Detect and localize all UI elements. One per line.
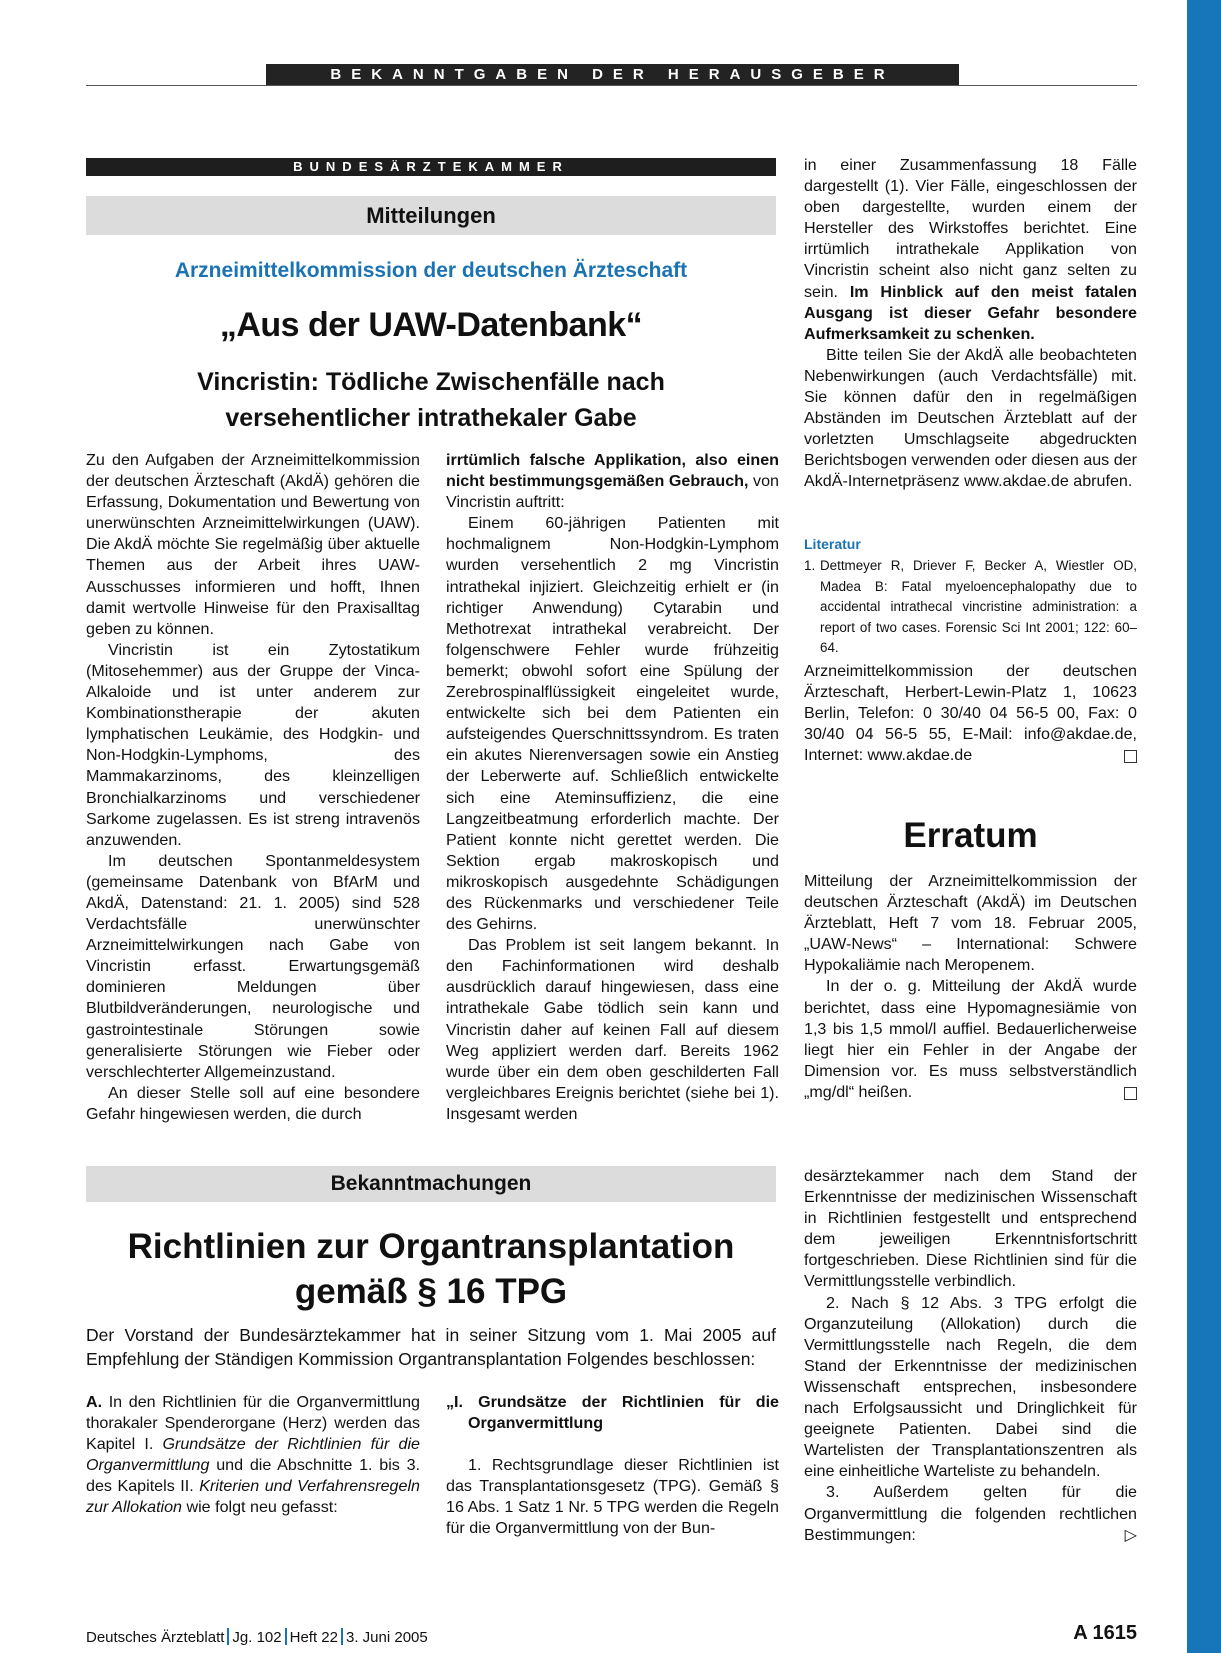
article2-title bbox=[86, 1224, 776, 1314]
article1-column-3 bbox=[804, 155, 1137, 493]
text: in einer Zusammenfassung 18 Fälle dargestellt (1). Vier Fälle, eingeschlossen der oben dargestellte, wurden einem der Hersteller des Wirkstoffes berichtet. Eine irrtümlich intrathekale Applikation von Vincristin scheint also nicht ganz selten zu sein. bbox=[804, 156, 1137, 301]
article-title: „Aus der UAW-Datenbank“ bbox=[219, 306, 643, 344]
bold-text: irrtümlich falsche Applikation, also einen nicht bestimmungsgemäßen Gebrauch, bbox=[446, 451, 779, 491]
section-label: BUNDESÄRZTEKAMMER bbox=[86, 158, 776, 176]
volume: Jg. 102 bbox=[232, 1629, 282, 1646]
paragraph: Das Problem ist seit langem bekannt. In den Fachinformationen wird deshalb ausdrücklich darauf hingewiesen, dass eine intrathekale Gabe tödlich sein kann und Vincristin daher auf keinen Fall auf diesem Weg appliziert werden darf. Bereits 1962 wurde über ein dem oben geschilderten Fall vergleichbares Ereignis berichtet (siehe bei 1). Insgesamt werden bbox=[446, 936, 779, 1123]
address-text: Arzneimittelkommission der deutschen Ärzteschaft, Herbert-Lewin-Platz 1, 10623 Berlin, Telefon: 0 30/40 04 56-5 00, Fax: 0 30/40 04 56-5 55, E-Mail: info@akdae.de, Internet: www.akdae.de bbox=[804, 662, 1137, 765]
paragraph: Zu den Aufgaben der Arzneimittelkommission der deutschen Ärzteschaft (AkdÄ) gehören die Erfassung, Dokumentation und Bewertung von unerwünschten Arzneimittelwirkungen (UAW). Die AkdÄ möchte Sie regelmäßig über aktuelle Themen aus der Arbeit ihres UAW-Ausschusses informieren und hofft, Ihnen damit wertvolle Hinweise für den Praxisalltag geben zu können. bbox=[86, 451, 420, 638]
section-bar-bekanntmachungen: Bekanntmachungen bbox=[86, 1166, 776, 1202]
section-letter: A. bbox=[86, 1393, 103, 1411]
paragraph bbox=[86, 1392, 420, 1519]
erratum-title: Erratum bbox=[903, 816, 1038, 855]
title-line-2: gemäß § 16 TPG bbox=[294, 1272, 568, 1311]
date: 3. Juni 2005 bbox=[346, 1629, 428, 1646]
continue-arrow-icon: ▷ bbox=[1124, 1525, 1137, 1544]
article1-column-1 bbox=[86, 450, 420, 1125]
literature-item: Dettmeyer R, Driever F, Becker A, Wiestler OD, Madea B: Fatal myeloencephalopathy due to accidental intrathecal vincristine administration: a report of two cases. Forensic Sci Int 2001; 122: 60–64. bbox=[820, 558, 1137, 655]
article2-column-2 bbox=[446, 1392, 779, 1540]
page-number: A 1615 bbox=[1073, 1622, 1137, 1644]
divider bbox=[227, 1628, 229, 1645]
section-bar: Mitteilungen bbox=[86, 196, 776, 235]
paragraph bbox=[446, 450, 779, 513]
text: von Vincristin auftritt: bbox=[446, 472, 780, 512]
paragraph: An dieser Stelle soll auf eine besondere Gefahr hingewiesen werden, die durch bbox=[86, 1083, 420, 1123]
subsection-heading: „I. Grundsätze der Richtlinien für die Organvermittlung bbox=[446, 1393, 779, 1433]
text: wie folgt neu gefasst: bbox=[182, 1498, 338, 1517]
subtitle-line-1: Vincristin: Tödliche Zwischenfälle nach bbox=[197, 368, 665, 396]
subtitle-line-2: versehentlicher intrathekaler Gabe bbox=[225, 404, 637, 432]
paragraph: Einem 60-jährigen Patienten mit hochmalignem Non-Hodgkin-Lymphom wurden versehentlich 2 mg Vincristin intrathekal injiziert. Gleichzeitig erhielt er (in richtiger Anwendung) Cytarabin und Methotrexat intrathekal verabreicht. Der folgenschwere Fehler wurde frühzeitig bemerkt; obwohl sofort eine Spülung der Zerebrospinalflüssigkeit eingeleitet wurde, entwickelte sich bei dem Patienten ein aufsteigendes Querschnittssyndrom. Es traten ein akutes Nierenversagen sowie ein Anstieg der Leberwerte auf. Schließlich entwickelte sich eine Ateminsuffizienz, die eine Langzeitbeatmung erforderlich machte. Der Patient konnte nicht gerettet werden. Die Sektion ergab makroskopisch und mikroskopisch ausgedehnte Schädigungen des Rückenmarks und verschiedener Teile des Gehirns. bbox=[446, 514, 779, 934]
paragraph: 2. Nach § 12 Abs. 3 TPG erfolgt die Organzuteilung (Allokation) durch die Vermittlungsstelle nach Regeln, die dem Stand der Erkenntnisse der medizinischen Wissenschaft entsprechen, insbesondere nach Erfolgsaussicht und Dringlichkeit für geeignete Patienten. Dabei sind die Wartelisten der Transplantationszentren als eine einheitliche Warteliste zu behandeln. bbox=[804, 1293, 1137, 1481]
paragraph: Im deutschen Spontanmeldesystem (gemeinsame Datenbank von BfArM und AkdÄ, Datenstand: 21. 1. 2005) sind 528 Verdachtsfälle unerwünschter Arzneimittelwirkungen nach Gabe von Vincristin erfasst. Erwartungsgemäß dominieren Meldungen über Blutbildveränderungen, neurologische und gastrointestinale Störungen sowie generalisierte Störungen wie Fieber oder verschlechterter Allgemeinzustand. bbox=[86, 851, 420, 1081]
address-block bbox=[804, 661, 1137, 766]
erratum-body bbox=[804, 871, 1137, 1103]
divider bbox=[341, 1628, 343, 1645]
literature-list bbox=[804, 556, 1137, 659]
paragraph: Bitte teilen Sie der AkdÄ alle beobachteten Nebenwirkungen (auch Verdachtsfälle) mit. Sie können dafür den in regelmäßigen Abständen im Deutschen Ärzteblatt auf der vorletzten Umschlagseite abgedruckten Berichtsbogen verwenden oder diesen aus der AkdÄ-Internetpräsenz www.akdae.de abrufen. bbox=[804, 345, 1137, 491]
paragraph bbox=[804, 1482, 1137, 1545]
issue: Heft 22 bbox=[289, 1629, 338, 1646]
article-subtitle bbox=[86, 364, 776, 436]
text: 3. Außerdem gelten für die Organvermittlung die folgenden rechtlichen Bestimmungen: bbox=[804, 1483, 1137, 1544]
header-rule bbox=[86, 85, 1137, 86]
article2-intro: Der Vorstand der Bundesärztekammer hat in seiner Sitzung vom 1. Mai 2005 auf Empfehlung der Ständigen Kommission Organtransplantation Folgendes beschlossen: bbox=[86, 1325, 776, 1369]
title-line-1: Richtlinien zur Organtransplantation bbox=[127, 1227, 735, 1266]
paragraph bbox=[804, 976, 1137, 1103]
text: In der o. g. Mitteilung der AkdÄ wurde berichtet, dass eine Hypomagnesiämie von 1,3 bis 1,5 mmol/l auffiel. Bedauerlicherweise liegt hier ein Fehler in der Angabe der Dimension vor. Es muss selbstverständlich „mg/dl“ heißen. bbox=[804, 977, 1137, 1101]
end-mark-icon bbox=[1124, 750, 1137, 763]
italic-text: Grundsätze der Richtlinien für die Organvermittlung bbox=[86, 1435, 420, 1475]
paragraph: 1. Rechtsgrundlage dieser Richtlinien ist das Transplantationsgesetz (TPG). Gemäß § 16 Abs. 1 Satz 1 Nr. 5 TPG werden die Regeln für die Organvermittlung von der Bun- bbox=[446, 1456, 779, 1538]
article2-column-1 bbox=[86, 1392, 420, 1519]
paragraph bbox=[804, 155, 1137, 345]
header-banner: BEKANNTGABEN DER HERAUSGEBER bbox=[266, 64, 959, 86]
footer bbox=[86, 1628, 428, 1646]
article-org: Arzneimittelkommission der deutschen Ärzteschaft bbox=[174, 259, 688, 282]
edge-color-bar bbox=[1187, 0, 1221, 1653]
article2-column-3 bbox=[804, 1166, 1137, 1546]
journal-name: Deutsches Ärzteblatt bbox=[86, 1629, 225, 1646]
text: In den Richtlinien für die Organvermittlung thorakaler Spenderorgane (Herz) werden das Kapitel I. bbox=[86, 1393, 420, 1454]
divider bbox=[285, 1628, 287, 1645]
paragraph: desärztekammer nach dem Stand der Erkenntnisse der medizinischen Wissenschaft in Richtlinien festgestellt und entsprechend dem jeweiligen Erkenntnisfortschritt fortgeschrieben. Diese Richtlinien sind für die Vermittlungsstelle verbindlich. bbox=[804, 1167, 1137, 1291]
literature-number: 1. bbox=[804, 558, 816, 573]
bold-text: Im Hinblick auf den meist fatalen Ausgang ist dieser Gefahr besondere Aufmerksamkeit zu schenken. bbox=[804, 282, 1138, 343]
literature-heading: Literatur bbox=[804, 536, 861, 552]
italic-text: Kriterien und Verfahrensregeln zur Allokation bbox=[86, 1477, 420, 1517]
article1-column-2 bbox=[446, 450, 779, 1125]
paragraph: Vincristin ist ein Zytostatikum (Mitosehemmer) aus der Gruppe der Vinca-Alkaloide und ist unter anderem zur Kombinationstherapie der akuten lymphatischen Leukämie, des Hodgkin- und Non-Hodgkin-Lymphoms, des Mammakarzinoms, des kleinzelligen Bronchialkarzinoms und verschiedener Sarkome zugelassen. Es ist streng intravenös anzuwenden. bbox=[86, 640, 420, 849]
end-mark-icon bbox=[1124, 1087, 1137, 1100]
text: und die Abschnitte 1. bis 3. des Kapitels II. bbox=[86, 1456, 420, 1496]
paragraph: Mitteilung der Arzneimittelkommission der deutschen Ärzteschaft (AkdÄ) im Deutschen Ärzteblatt, Heft 7 vom 18. Februar 2005, „UAW-News“ – International: Schwere Hypokaliämie nach Meropenem. bbox=[804, 872, 1137, 975]
